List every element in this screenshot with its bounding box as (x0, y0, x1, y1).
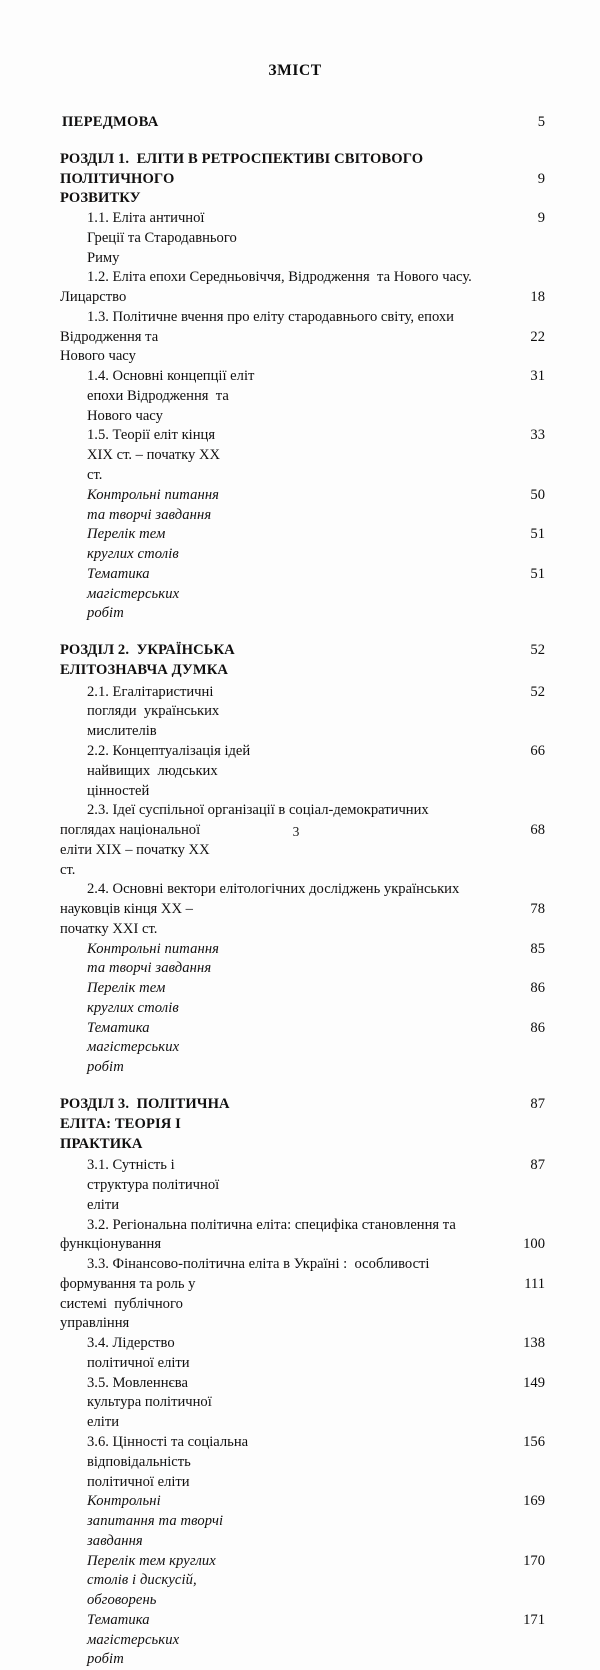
leader-dots (207, 574, 520, 575)
toc-entry-page: 52 (530, 683, 545, 700)
toc-extra-label: Контрольні питання та творчі завдання (87, 486, 223, 523)
leader-dots (243, 650, 520, 651)
toc-entry-label: 2.4. Основні вектори елітологічних досліджень українських (87, 881, 460, 898)
leader-dots (231, 949, 520, 950)
toc-entry-2-2[interactable] (0, 742, 600, 801)
toc-extra-label: Контрольні питання та творчі завдання (87, 940, 223, 977)
toc-entry-label: 1.2. Еліта епохи Середньовіччя, Відродження та Нового часу. (87, 269, 472, 286)
toc-entry-label: 2.2. Концептуалізація ідей найвищих людських цінностей (87, 742, 254, 799)
leader-dots (196, 534, 520, 535)
toc-entry-3-1[interactable] (0, 1156, 600, 1215)
toc-part-page: 9 (537, 170, 545, 187)
toc-entry-page: 66 (530, 742, 545, 759)
leader-dots (231, 1165, 520, 1166)
toc-entry-page: 18 (530, 289, 545, 306)
toc-extra-page: 51 (530, 565, 545, 582)
toc-extra-2-2[interactable] (0, 979, 600, 1019)
toc-extra-2-1[interactable] (0, 940, 600, 980)
toc-entry-label: 1.4. Основні концепції еліт епохи Відродження та Нового часу (87, 368, 259, 424)
toc-entry-3-3-line1[interactable] (0, 1255, 600, 1275)
leader-dots (187, 179, 520, 180)
toc-entry-label: 3.1. Сутність і структура політичної еліти (87, 1157, 223, 1213)
toc-entry-1-3-line2[interactable] (0, 328, 600, 368)
toc-entry-page: 22 (530, 328, 545, 345)
toc-entry-page: 5 (537, 114, 545, 130)
toc-entry-1-2-line1[interactable] (0, 268, 600, 288)
toc-part-heading-2[interactable] (0, 641, 600, 681)
toc-entry-label: 1.1. Еліта античної Греції та Стародавнього Риму (87, 210, 241, 266)
toc-entry-1-1[interactable] (0, 209, 600, 268)
toc-extra-2-3[interactable] (0, 1019, 600, 1078)
toc-entry-label-cont: Лицарство (60, 289, 127, 306)
page-title: ЗМІСТ (268, 62, 322, 79)
leader-dots (205, 1343, 520, 1344)
toc-extra-1-1[interactable] (0, 486, 600, 526)
toc-extra-1-2[interactable] (0, 525, 600, 565)
toc-entry-label-cont: поглядах національної еліти ХІХ – початку ХХ ст. (60, 822, 214, 878)
toc-entry-label-cont: Відродження та Нового часу (60, 328, 162, 365)
toc-entry-page: 156 (523, 1434, 545, 1450)
toc-entry-page: 138 (523, 1335, 545, 1352)
leader-dots (268, 1442, 520, 1443)
toc-entry-2-1[interactable] (0, 683, 600, 742)
toc-entry-label-cont: науковців кінця ХХ – початку ХХІ ст. (60, 901, 197, 937)
toc-entry-page: 31 (530, 368, 545, 385)
toc-entry-label: 3.2. Регіональна політична еліта: специфіка становлення та (87, 1216, 456, 1233)
toc-extra-page: 86 (530, 1019, 545, 1036)
leader-dots (253, 1104, 520, 1105)
leader-dots (236, 1501, 520, 1502)
toc-entry-1-5[interactable] (0, 426, 600, 485)
leader-dots (264, 751, 520, 752)
toc-entry-2-3-line1[interactable] (0, 801, 600, 821)
toc-entry-label: ПЕРЕДМОВА (62, 114, 159, 130)
leader-dots (207, 1620, 520, 1621)
leader-dots (233, 1383, 520, 1384)
toc-entry-2-4-line2[interactable] (0, 900, 600, 940)
toc-extra-page: 170 (523, 1552, 545, 1569)
toc-entry-label: 1.3. Політичне вчення про еліту стародавнього світу, епохи (87, 308, 454, 325)
toc-extra-label: Перелік тем круглих столів і дискусій, обговорень (87, 1552, 220, 1609)
toc-part-heading-3[interactable] (0, 1095, 600, 1154)
toc-entry-3-5[interactable] (0, 1374, 600, 1433)
leader-dots (202, 909, 520, 910)
toc-entry-2-4-line1[interactable] (0, 880, 600, 900)
toc-entry-1-3-line1[interactable] (0, 308, 600, 328)
leader-dots (239, 1284, 520, 1285)
toc-entry-3-4[interactable] (0, 1334, 600, 1374)
leader-dots (247, 218, 520, 219)
toc-entry-label: 2.3. Ідеї суспільної організації в соціал-демократичних (87, 802, 429, 819)
leader-dots (130, 297, 520, 298)
toc-entry-page: 87 (530, 1157, 545, 1174)
toc-extra-3-2[interactable] (0, 1552, 600, 1611)
page-number-footer: 3 (292, 824, 300, 839)
toc-entry-3-2-line2[interactable] (0, 1235, 600, 1255)
leader-dots (231, 495, 520, 496)
leader-dots (177, 337, 520, 338)
toc-entry-label: 3.6. Цінності та соціальна відповідальність політичної еліти (87, 1434, 252, 1490)
toc-entry-label: 3.3. Фінансово-політична еліта в Україні : особливості (87, 1256, 430, 1273)
toc-entry-page: 100 (523, 1236, 545, 1253)
toc-entry-front-matter[interactable] (0, 113, 600, 133)
leader-dots (250, 1561, 520, 1562)
toc-entry-page: 149 (523, 1374, 545, 1391)
toc-extra-label: Контрольні запитання та творчі завдання (87, 1493, 227, 1549)
toc-part-label-cont: ПОЛІТИЧНОГО РОЗВИТКУ (60, 170, 179, 207)
toc-entry-3-6[interactable] (0, 1433, 600, 1492)
leader-dots (272, 376, 520, 377)
toc-extra-label: Перелік тем круглих столів (87, 526, 179, 563)
toc-extra-label: Тематика магістерських робіт (87, 565, 183, 622)
toc-entry-page: 78 (530, 901, 545, 918)
toc-part-label: РОЗДІЛ 3. ПОЛІТИЧНА ЕЛІТА: ТЕОРІЯ І ПРАКТИКА (60, 1095, 234, 1152)
toc-extra-1-3[interactable] (0, 565, 600, 624)
toc-extra-page: 171 (523, 1611, 545, 1628)
leader-dots (196, 988, 520, 989)
leader-dots (165, 1244, 520, 1245)
toc-extra-3-1[interactable] (0, 1492, 600, 1551)
toc-part-page: 87 (530, 1095, 545, 1112)
toc-part-heading-1-line2[interactable] (0, 170, 600, 210)
toc-entry-label-cont: функціонування (60, 1236, 162, 1253)
toc-extra-3-3[interactable] (0, 1611, 600, 1670)
leader-dots (207, 1028, 520, 1029)
toc-part-label: РОЗДІЛ 1. ЕЛІТИ В РЕТРОСПЕКТИВІ СВІТОВОГО (60, 150, 424, 167)
toc-entry-label-cont: формування та роль у системі публічного управління (60, 1275, 200, 1332)
toc-part-heading-1-line1[interactable] (0, 150, 600, 170)
toc-entry-label: 1.5. Теорії еліт кінця ХІХ ст. – початку ХХ ст. (87, 427, 224, 484)
toc-part-label: РОЗДІЛ 2. УКРАЇНСЬКА ЕЛІТОЗНАВЧА ДУМКА (60, 642, 239, 678)
leader-dots (239, 435, 520, 436)
toc-part-page: 52 (530, 642, 545, 659)
toc-entry-3-3-line2[interactable] (0, 1275, 600, 1334)
toc-entry-1-4[interactable] (0, 367, 600, 426)
toc-entry-label: 3.5. Мовленнєва культура політичної еліти (87, 1374, 216, 1431)
toc-extra-label: Перелік тем круглих столів (87, 980, 179, 1016)
toc-entry-label: 3.4. Лідерство політичної еліти (87, 1335, 190, 1371)
toc-entry-1-2-line2[interactable] (0, 288, 600, 308)
toc-extra-page: 169 (523, 1493, 545, 1510)
table-of-contents (0, 96, 600, 1670)
toc-entry-label: 2.1. Егалітаристичні погляди українських мислителів (87, 683, 223, 740)
toc-extra-page: 86 (530, 980, 545, 997)
toc-extra-label: Тематика магістерських робіт (87, 1611, 183, 1668)
toc-entry-page: 68 (530, 822, 545, 839)
toc-entry-page: 111 (524, 1275, 545, 1292)
leader-dots (256, 692, 520, 693)
leader-dots (163, 122, 520, 123)
toc-entry-page: 33 (530, 427, 545, 444)
toc-entry-3-2-line1[interactable] (0, 1216, 600, 1236)
toc-entry-page: 9 (537, 210, 545, 227)
toc-extra-page: 50 (530, 486, 545, 503)
toc-extra-page: 85 (530, 940, 545, 957)
toc-extra-page: 51 (530, 526, 545, 543)
toc-extra-label: Тематика магістерських робіт (87, 1019, 183, 1076)
